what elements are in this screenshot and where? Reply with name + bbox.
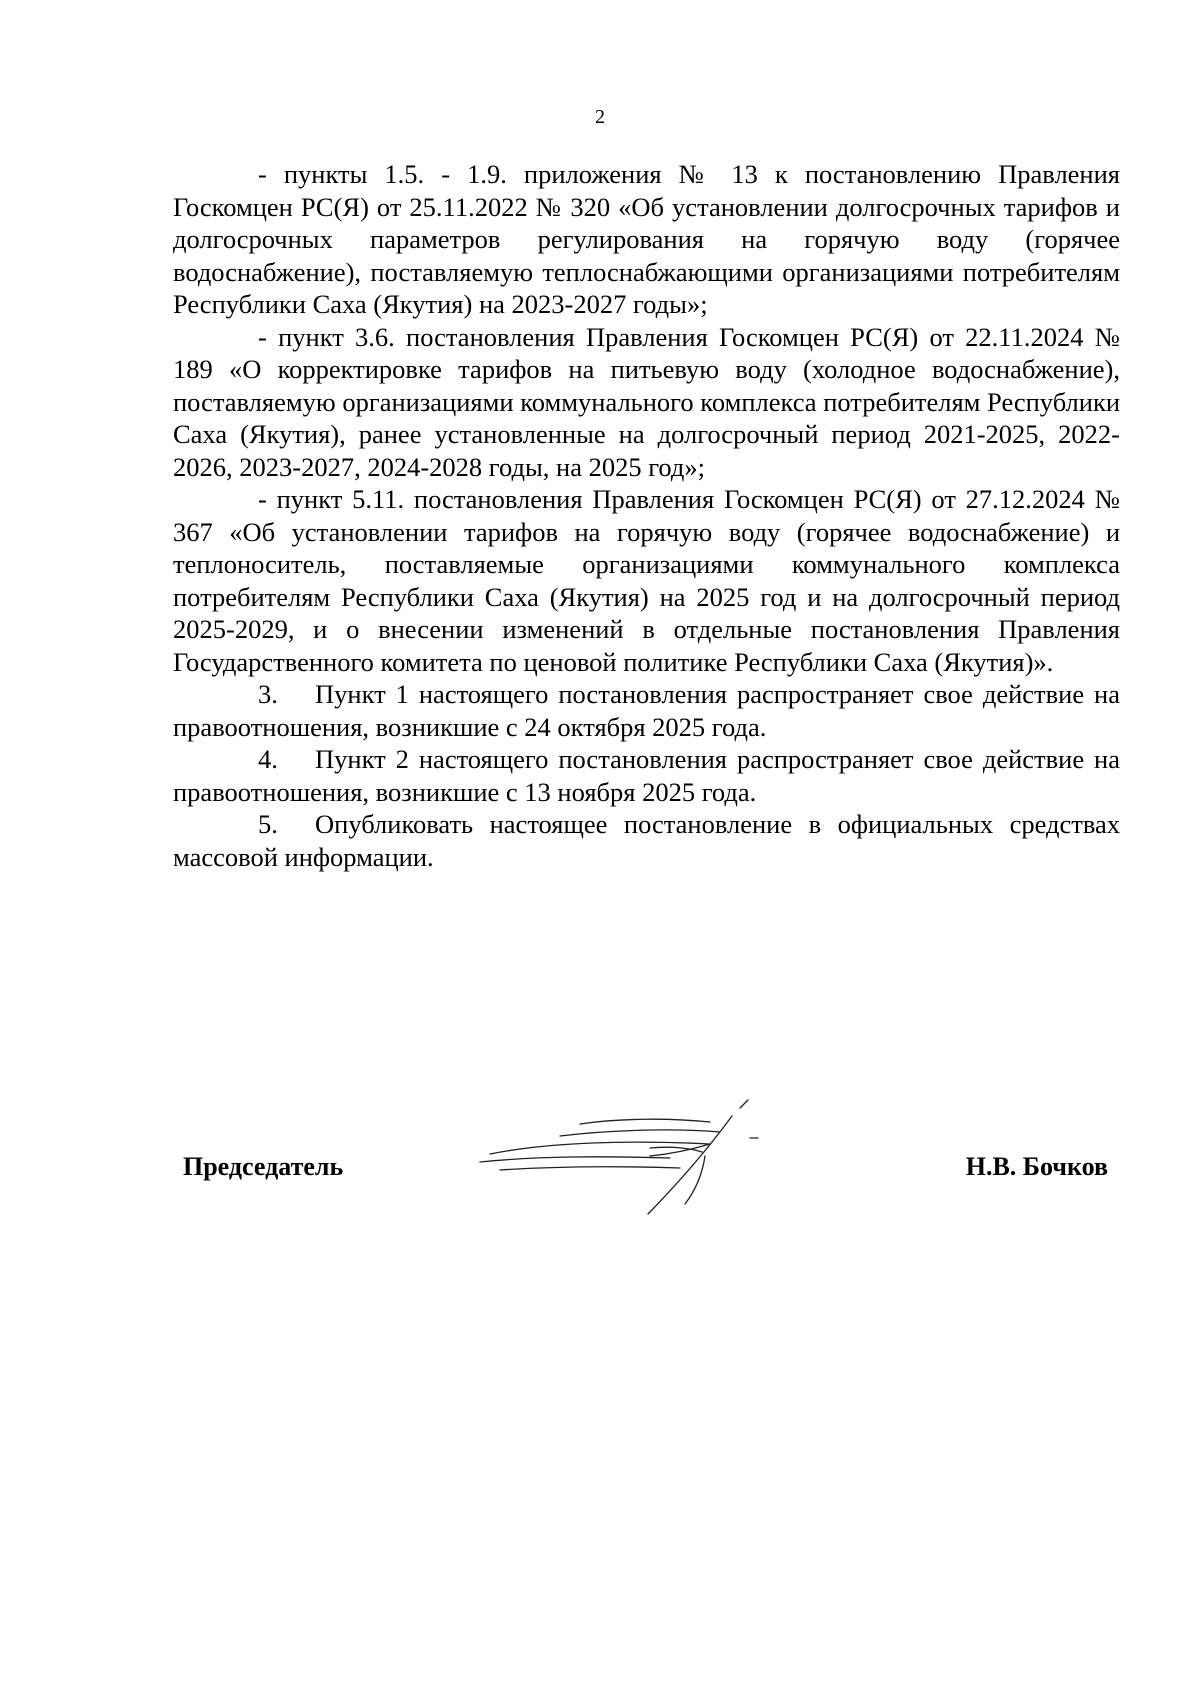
signature-block [0, 1140, 1200, 1260]
numbered-item-5 [173, 808, 1120, 873]
paragraph-item-2: - пункт 3.6. постановления Правления Госкомцен РС(Я) от 22.11.2024 № 189 «О корректировке тарифов на питьевую воду (холодное водоснабжение), поставляемую организациями коммунального комплекса потребителям Республики Саха (Якутия), ранее установленные на долгосрочный период 2021-2025, 2022-2026, 2023-2027, 2024-2028 годы, на 2025 год»; [173, 321, 1120, 482]
paragraph-item-3: - пункт 5.11. постановления Правления Госкомцен РС(Я) от 27.12.2024 № 367 «Об установлении тарифов на горячую воду (горячее водоснабжение) и теплоноситель, поставляемые организациями коммунального комплекса потребителям Республики Саха (Якутия) на 2025 год и на долгосрочный период 2025-2029, и о внесении изменений в отдельные постановления Правления Государственного комитета по ценовой политике Республики Саха (Якутия)». [173, 484, 1120, 677]
numbered-item-4-text: Пункт 2 настоящего постановления распространяет свое действие на правоотношения, возникшие с 13 ноября 2025 года. [173, 744, 1120, 807]
paragraph-item-1: - пункты 1.5. - 1.9. приложения № 13 к постановлению Правления Госкомцен РС(Я) от 25.11.2022 № 320 «Об установлении долгосрочных тарифов и долгосрочных параметров регулирования на горячую воду (горячее водоснабжение), поставляемую теплоснабжающими организациями потребителям Республики Саха (Якутия) на 2023-2027 годы»; [173, 159, 1120, 319]
numbered-item-5-number: 5. [258, 809, 278, 839]
numbered-item-4-number: 4. [258, 744, 278, 774]
page-number: 2 [595, 106, 605, 128]
signatory-name: Н.В. Бочков [965, 1152, 1108, 1181]
numbered-item-5-text: Опубликовать настоящее постановление в официальных средствах массовой информации. [173, 809, 1120, 872]
document-body [173, 158, 1120, 873]
numbered-item-3-number: 3. [258, 679, 278, 709]
signatory-title: Председатель [183, 1152, 344, 1181]
numbered-item-4 [173, 743, 1120, 808]
handwritten-signature [470, 1096, 790, 1216]
numbered-item-3-text: Пункт 1 настоящего постановления распространяет свое действие на правоотношения, возникшие с 24 октября 2025 года. [173, 679, 1120, 742]
numbered-item-3 [173, 678, 1120, 743]
